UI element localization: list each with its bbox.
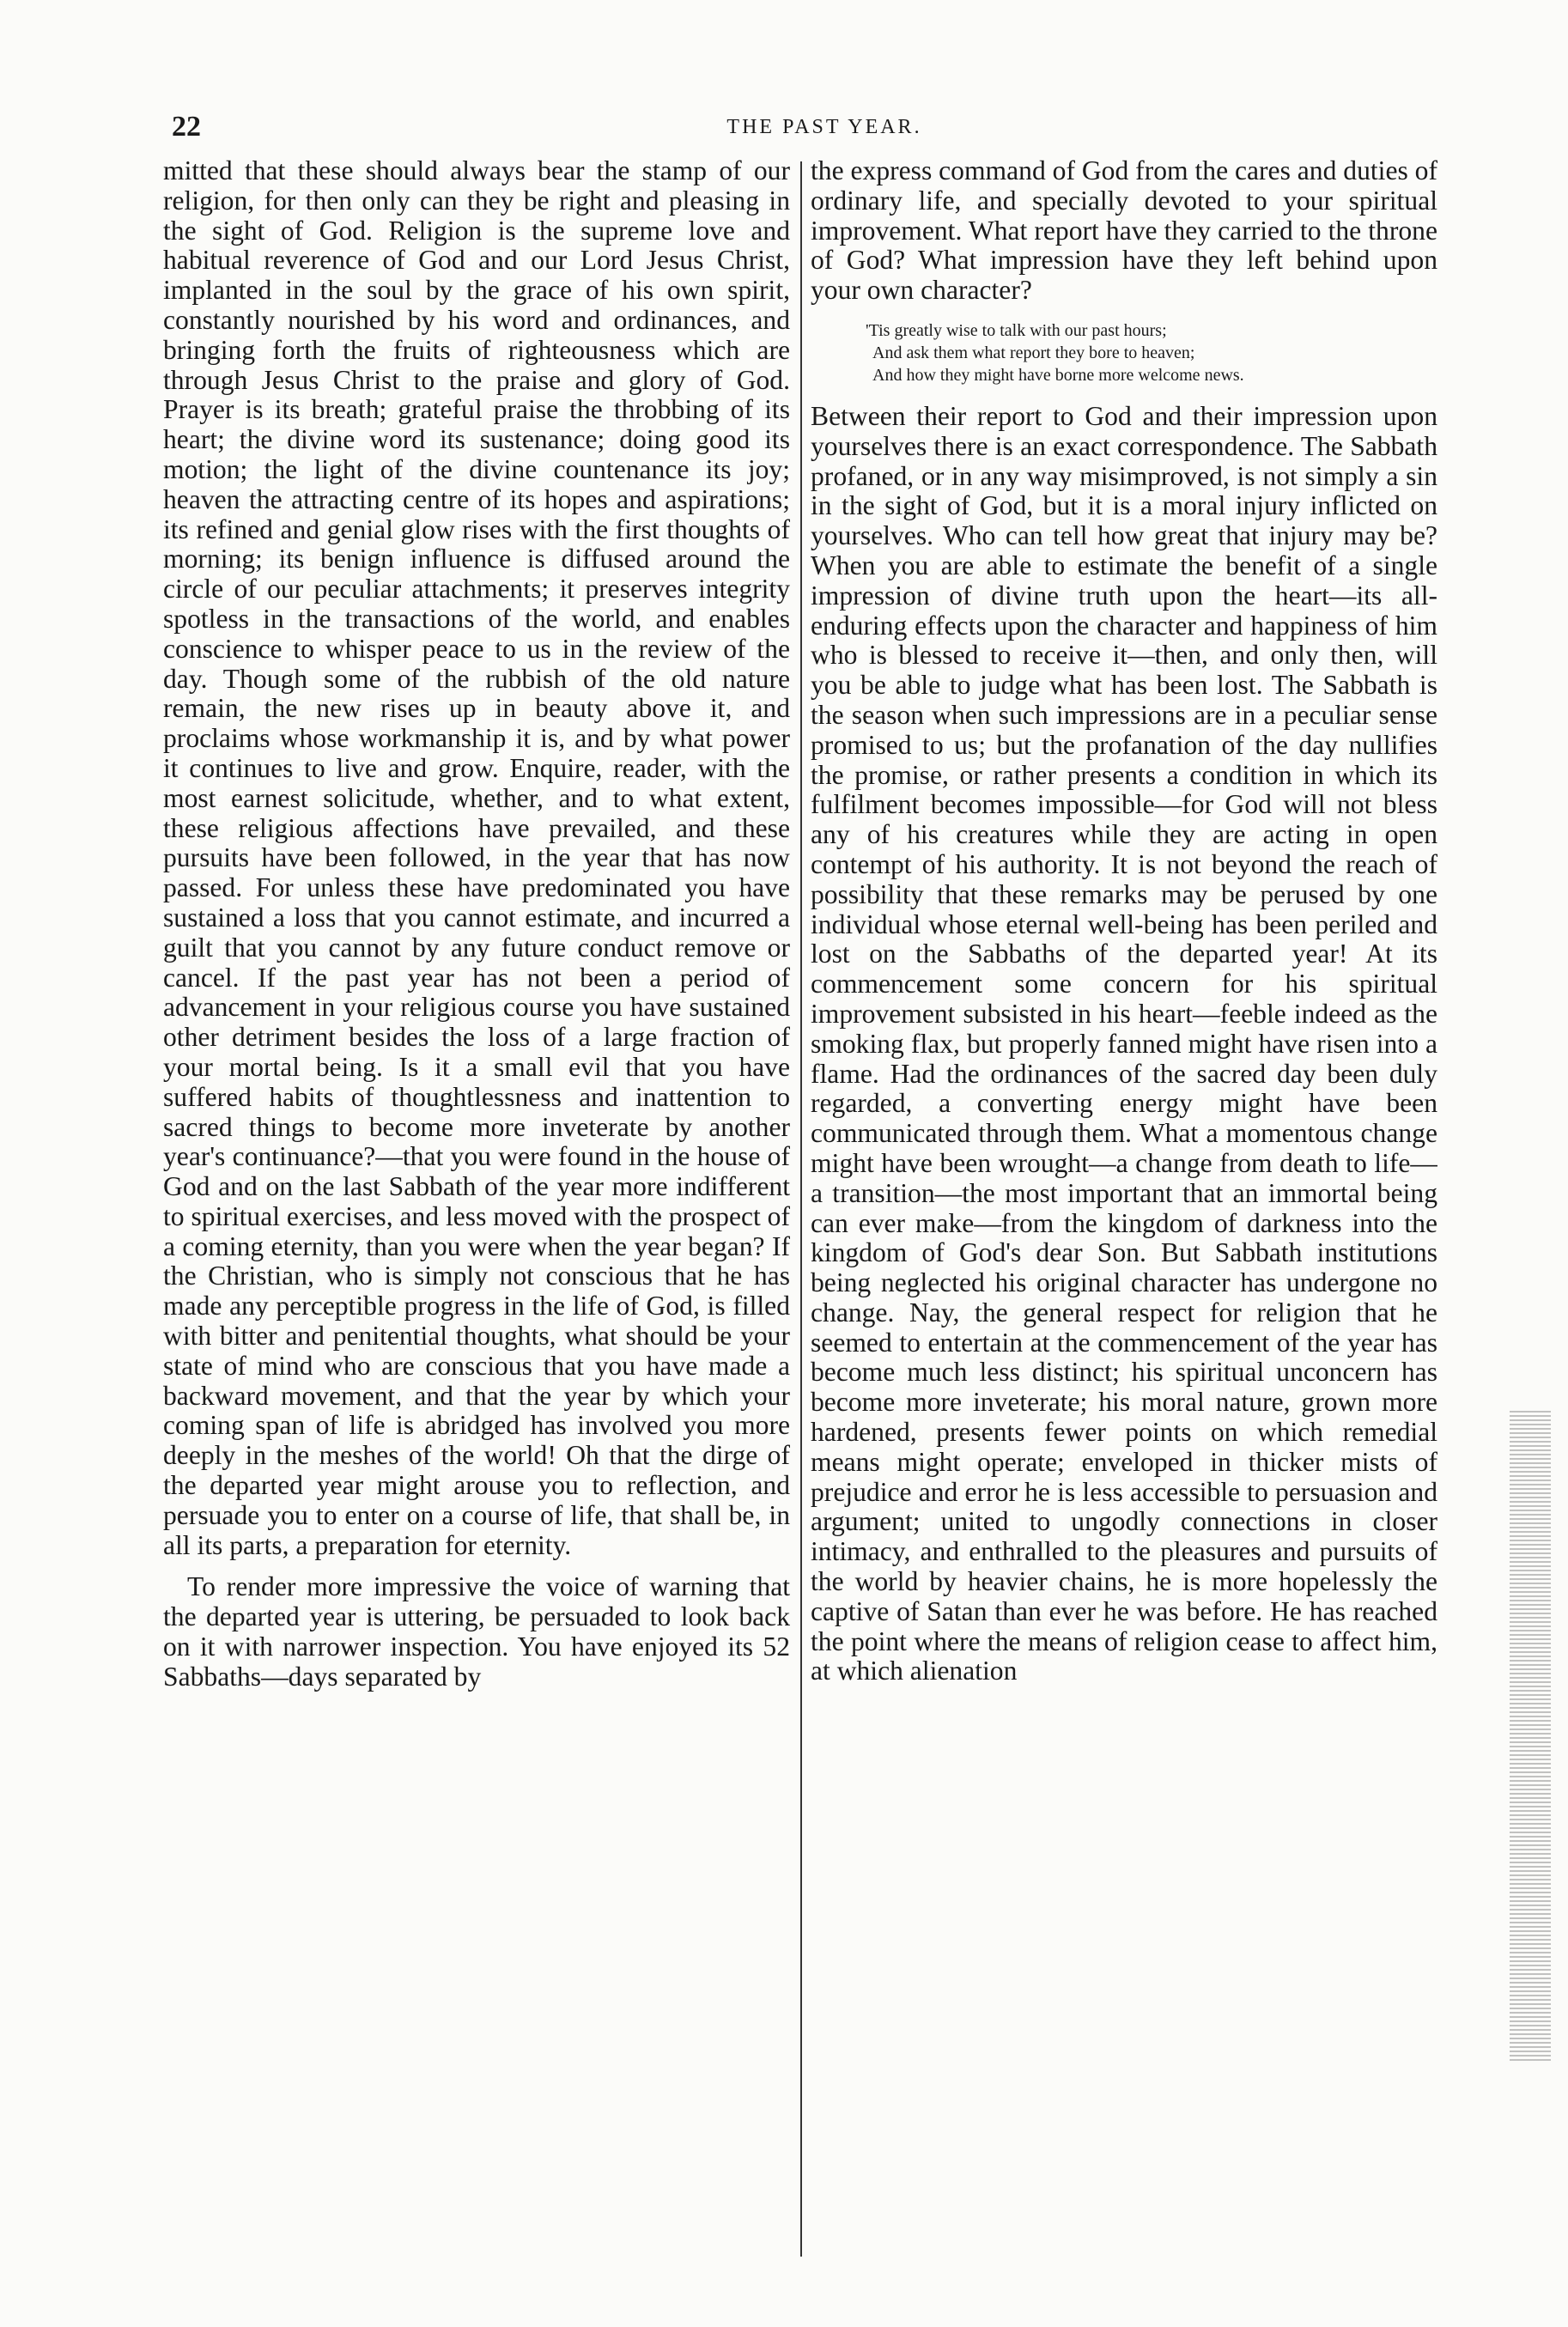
verse-line-3: And how they might have borne more welcome news. [872, 365, 1244, 385]
verse-line-2: And ask them what report they bore to heaven; [872, 343, 1195, 362]
page-number: 22 [172, 111, 201, 143]
running-head [172, 110, 1477, 144]
verse-quotation [866, 319, 1437, 386]
running-title: THE PAST YEAR. [726, 116, 922, 138]
left-paragraph-1: mitted that these should always bear the stamp of our religion, for then only can they be right and pleasing in the sight of God. Religion is the supreme love and habitual reverence of God and our Lord Jesus Christ, implanted in the soul by the grace of his own spirit, constantly nourished by his word and ordinances, and bringing forth the fruits of righteousness which are through Jesus Christ to the praise and glory of God. Prayer is its breath; grateful praise the throbbing of its heart; the divine word its sustenance; doing good its motion; the light of the divine countenance its joy; heaven the attracting centre of its hopes and aspirations; its refined and genial glow rises with the first thoughts of morning; its benign influence is diffused around the circle of our peculiar attachments; it preserves integrity spotless in the transactions of the world, and enables conscience to whisper peace to us in the review of the day. Though some of the rubbish of the old nature remain, the new rises up in beauty above it, and proclaims whose workmanship it is, and by what power it continues to live and grow. Enquire, reader, with the most earnest solicitude, whether, and to what extent, these religious affections have prevailed, and these pursuits have been followed, in the year that has now passed. For unless these have predominated you have sustained a loss that you cannot estimate, and incurred a guilt that you cannot by any future conduct remove or cancel. If the past year has not been a period of advancement in your religious course you have sustained other detriment besides the loss of a large fraction of your mortal being. Is it a small evil that you have suffered habits of thoughtlessness and inattention to sacred things to become more inveterate by another year's continuance?—that you were found in the house of God and on the last Sabbath of the year more indifferent to spiritual exercises, and less moved with the prospect of a coming eternity, than you were when the year began? If the Christian, who is simply not conscious that he has made any perceptible progress in the life of God, is filled with bitter and penitential thoughts, what should be your state of mind who are conscious that you have made a backward movement, and that the year by which your coming span of life is abridged has involved you more deeply in the meshes of the world! Oh that the dirge of the departed year might arouse you to reflection, and persuade you to enter on a course of life, that shall be, in all its parts, a preparation for eternity. [163, 156, 790, 1560]
column-divider [800, 161, 802, 2257]
left-column [163, 156, 790, 2269]
verse-line-1: 'Tis greatly wise to talk with our past hours; [866, 320, 1167, 340]
right-paragraph-1: the express command of God from the cares and duties of ordinary life, and specially devoted to your spiritual improvement. What report have they carried to the throne of God? What impression have they left behind upon your own character? [811, 156, 1437, 306]
right-paragraph-2: Between their report to God and their impression upon yourselves there is an exact correspondence. The Sabbath profaned, or in any way misimproved, is not simply a sin in the sight of God, but it is a moral injury inflicted on yourselves. Who can tell how great that injury may be? When you are able to estimate the benefit of a single impression of divine truth upon the heart—its all-enduring effects upon the character and happiness of him who is blessed to receive it—then, and only then, will you be able to judge what has been lost. The Sabbath is the season when such impressions are in a peculiar sense promised to us; but the profanation of the day nullifies the promise, or rather presents a condition in which its fulfilment becomes impossible—for God will not bless any of his creatures while they are acting in open contempt of his authority. It is not beyond the reach of possibility that these remarks may be perused by one individual whose eternal well-being has been periled and lost on the Sabbaths of the departed year! At its commencement some concern for his spiritual improvement subsisted in his heart—feeble indeed as the smoking flax, but properly fanned might have risen into a flame. Had the ordinances of the sacred day been duly regarded, a converting energy might have been communicated through them. What a momentous change might have been wrought—a change from death to life—a transition—the most important that an immortal being can ever make—from the kingdom of darkness into the kingdom of God's dear Son. But Sabbath institutions being neglected his original character has undergone no change. Nay, the general respect for religion that he seemed to entertain at the commencement of the year has become much less distinct; his spiritual unconcern has become more inveterate; his moral nature, grown more hardened, presents fewer points on which remedial means might operate; enveloped in thicker mists of prejudice and error he is less accessible to persuasion and argument; united to ungodly connections in closer intimacy, and enthralled to the pleasures and pursuits of the world by heavier chains, he is more hopelessly the captive of Satan than ever he was before. He has reached the point where the means of religion cease to affect him, at which alienation [811, 400, 1437, 1686]
right-column [811, 156, 1437, 2269]
scan-edge-noise [1510, 1408, 1551, 2061]
left-paragraph-2: To render more impressive the voice of warning that the departed year is uttering, be persuaded to look back on it with narrower inspection. You have enjoyed its 52 Sabbaths—days separated by [163, 1571, 790, 1692]
